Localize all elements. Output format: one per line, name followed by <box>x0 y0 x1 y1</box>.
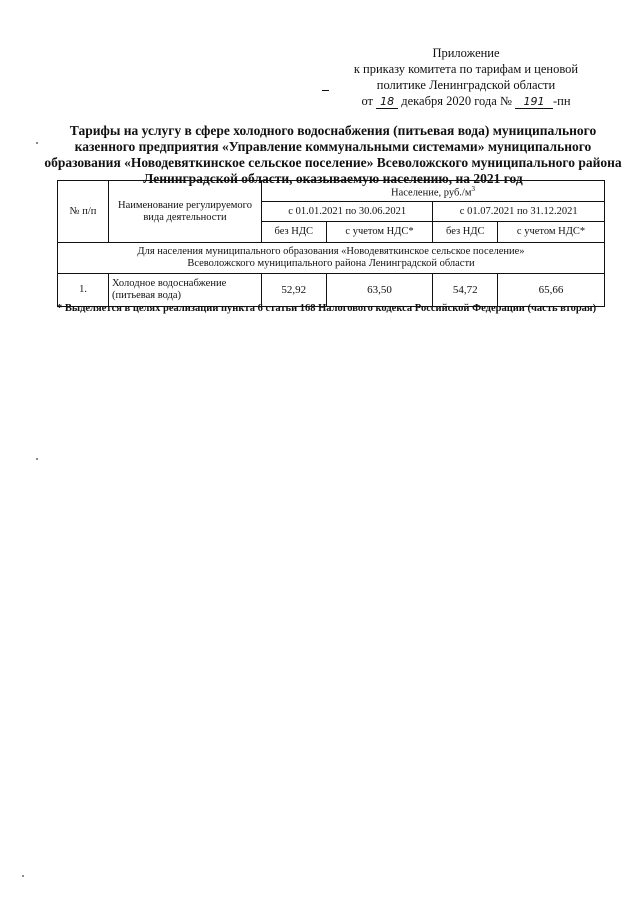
group-line1: Для населения муниципального образования «Новодевяткинское сельское поселение» <box>137 246 525 257</box>
tariff-table <box>57 180 605 307</box>
row-value-2: 63,50 <box>326 274 433 307</box>
row-value-1: 52,92 <box>262 274 327 307</box>
scan-speck <box>22 875 24 877</box>
group-row <box>58 243 605 274</box>
annex-date-line <box>330 93 602 109</box>
header-population: Население, $руб./м^3$ <box>262 181 605 202</box>
dash-mark <box>322 90 329 91</box>
header-name: Наименование регулируемого вида деятельности <box>109 181 262 243</box>
header-no-vat-1: без НДС <box>262 222 327 243</box>
header-with-vat-2: с учетом НДС* <box>498 222 605 243</box>
header-period1: с 01.01.2021 по 30.06.2021 <box>262 202 433 222</box>
date-prefix: от <box>361 94 373 108</box>
document-title: Тарифы на услугу в сфере холодного водоснабжения (питьевая вода) муниципального казенного предприятия «Управление коммунальными системами» муниципального образования «Новодевяткинское сельское поселение» Всеволожского муниципального района Ленинградской области, оказываемую населению, на 2021 год <box>44 123 622 186</box>
header-no-vat-2: без НДС <box>433 222 498 243</box>
annex-title: Приложение <box>432 46 500 60</box>
date-suffix: -пн <box>553 94 571 108</box>
scan-speck <box>36 458 38 460</box>
table-row <box>58 274 605 307</box>
header-period2: с 01.07.2021 по 31.12.2021 <box>433 202 605 222</box>
annex-header <box>330 45 602 109</box>
row-num: 1. <box>58 274 109 307</box>
scan-speck <box>36 142 38 144</box>
date-middle: декабря 2020 года № <box>401 94 512 108</box>
row-value-4: 65,66 <box>498 274 605 307</box>
row-value-3: 54,72 <box>433 274 498 307</box>
handwritten-day: 18 <box>376 96 398 109</box>
annex-committee-line: политике Ленинградской области <box>376 78 556 92</box>
annex-order-line: к приказу комитета по тарифам и ценовой <box>353 62 579 76</box>
header-num: № п/п <box>58 181 109 243</box>
footnote: * Выделяется в целях реализации пункта 6 статьи 168 Налогового кодекса Российской Федерации (часть вторая) <box>57 303 597 314</box>
header-with-vat-1: с учетом НДС* <box>326 222 433 243</box>
handwritten-number: 191 <box>515 96 553 109</box>
group-line2: Всеволожского муниципального района Ленинградской области <box>187 258 475 269</box>
row-name: Холодное водоснабжение (питьевая вода) <box>109 274 262 307</box>
